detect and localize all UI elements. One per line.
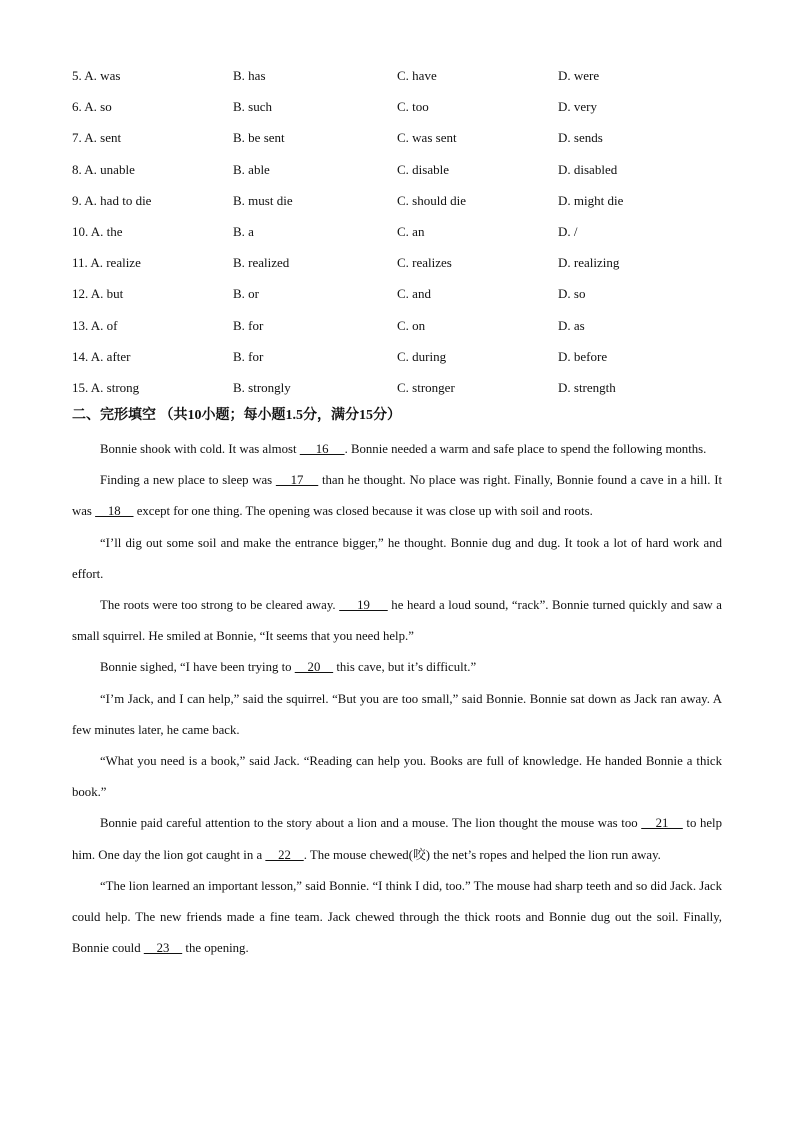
option-a: 13. A. of [72,317,118,333]
option-d: D. as [558,317,585,333]
option-d: D. so [558,286,586,302]
paragraph: Finding a new place to sleep was 17 than he thought. No place was right. Finally, Bonnie found a cave in a hill. It was 18 except for one thing. The opening was closed because it was close up with soil and roots. [72,473,723,519]
option-d: D. before [558,348,608,364]
option-row-12 [72,284,732,315]
option-a: 6. A. so [72,99,112,115]
option-d: D. very [558,99,597,115]
option-row-6 [72,97,732,128]
blank-22: 22 [265,847,304,862]
option-a: 15. A. strong [72,379,140,395]
option-b: B. be sent [233,130,285,146]
option-b: B. has [233,68,266,83]
option-a: 7. A. sent [72,130,122,146]
option-c: C. too [397,99,429,115]
paragraph: “I’m Jack, and I can help,” said the squirrel. “But you are too small,” said Bonnie. Bonnie sat down as Jack ran away. A few minutes later, he came back. [72,691,722,737]
option-b: B. strongly [233,379,291,395]
paragraph: Bonnie paid careful attention to the story about a lion and a mouse. The lion thought the mouse was too 21 to help him. One day the lion got caught in a 22 . The mouse chewed(咬) the net’s ropes and helped the lion run away. [72,816,722,862]
option-row-8 [72,160,732,191]
option-c: C. on [397,317,426,333]
option-b: B. such [233,99,272,115]
blank-16: 16 [299,442,345,456]
option-row-10 [72,222,732,253]
option-a: 12. A. but [72,286,124,302]
option-row-13 [72,316,732,347]
blank-20: 20 [294,660,334,675]
option-b: B. able [233,161,270,177]
option-c: C. disable [397,161,449,177]
blank-18: 18 [95,504,134,519]
option-c: C. was sent [397,130,457,146]
blank-19: 19 [339,598,388,613]
option-b: B. for [233,317,264,333]
option-c: C. should die [397,192,466,208]
paragraph: “The lion learned an important lesson,” said Bonnie. “I think I did, too.” The mouse had sharp teeth and so did Jack. Jack could help. The new friends made a fine team. Jack chewed through the thick roots and Bonnie dug out the soil. Finally, Bonnie could 23 the opening. [72,878,722,956]
option-b: B. or [233,286,259,302]
option-a: 11. A. realize [72,255,141,271]
option-list [72,66,732,409]
option-d: D. / [558,223,578,239]
option-c: C. realizes [397,255,452,271]
option-row-14 [72,347,732,378]
option-row-7 [72,128,732,159]
paragraph: “What you need is a book,” said Jack. “Reading can help you. Books are full of knowledge. He handed Bonnie a thick book.” [72,754,722,800]
option-c: C. during [397,348,447,364]
option-a: 10. A. the [72,223,123,239]
option-c: C. have [397,68,437,83]
option-c: C. an [397,223,425,239]
cloze-passage [72,434,722,964]
blank-23: 23 [143,941,183,956]
option-c: C. stronger [397,379,455,395]
option-b: B. must die [233,192,293,208]
option-d: D. disabled [558,161,618,177]
option-a: 14. A. after [72,348,131,364]
paragraph: The roots were too strong to be cleared away. 19 he heard a loud sound, “rack”. Bonnie turned quickly and saw a small squirrel. He smiled at Bonnie, “It seems that you need help.” [72,598,722,644]
option-b: B. for [233,348,264,364]
option-b: B. a [233,223,254,239]
option-a: 9. A. had to die [72,192,152,208]
option-d: D. were [558,68,600,83]
option-b: B. realized [233,255,290,271]
option-c: C. and [397,286,431,302]
option-d: D. realizing [558,255,620,271]
option-row-5 [72,66,732,97]
blank-21: 21 [641,816,683,831]
option-d: D. might die [558,192,624,208]
paragraph: Bonnie sighed, “I have been trying to 20 this cave, but it’s difficult.” [100,660,477,675]
paragraph: Bonnie shook with cold. It was almost 16 . Bonnie needed a warm and safe place to spend the following months. [100,442,707,456]
option-row-11 [72,253,732,284]
paragraph: “I’ll dig out some soil and make the entrance bigger,” he thought. Bonnie dug and dug. It took a lot of hard work and effort. [72,535,722,581]
option-row-9 [72,191,732,222]
option-a: 5. A. was [72,68,121,83]
option-d: D. strength [558,379,616,395]
blank-17: 17 [275,473,319,488]
option-row-15 [72,378,732,409]
option-a: 8. A. unable [72,161,135,177]
option-d: D. sends [558,130,603,146]
section-title: 二、完形填空 （共10小题；每小题1.5分，满分15分） [72,408,401,423]
